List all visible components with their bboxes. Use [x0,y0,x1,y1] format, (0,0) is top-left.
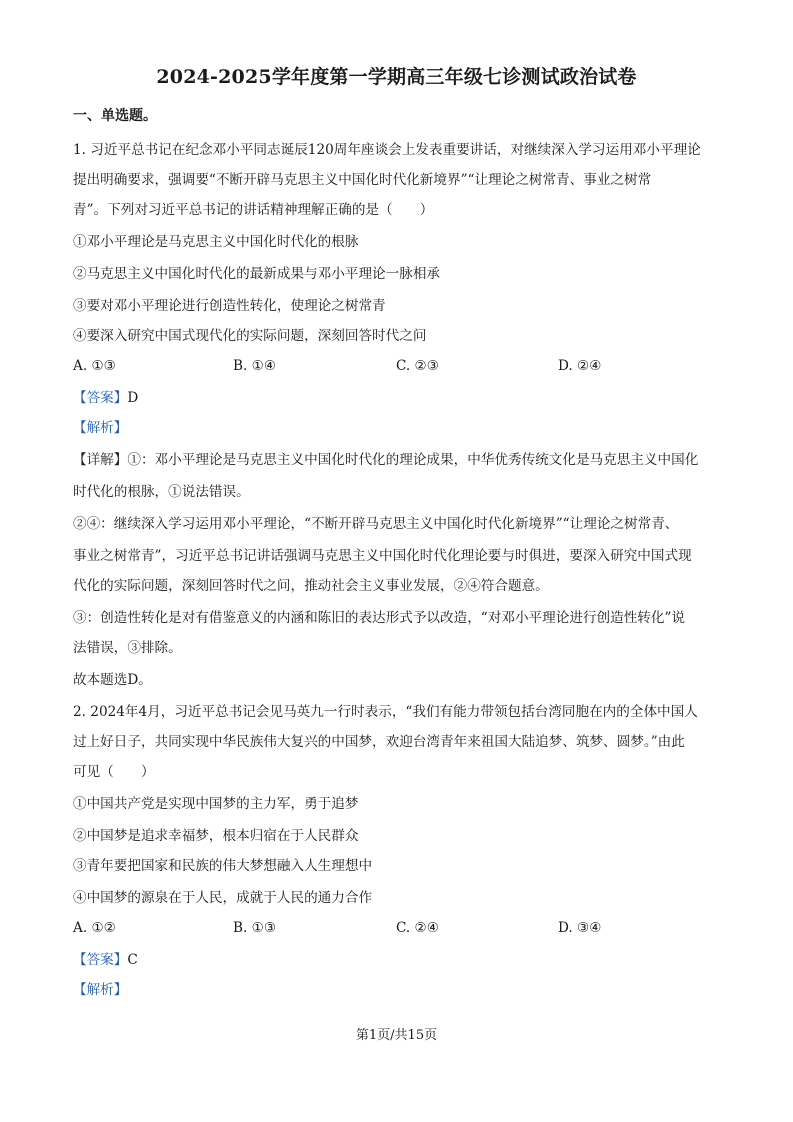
q2-stem-line: 可见（ ） [73,764,155,780]
q1-detail-line [73,450,698,470]
q1-item: ②马克思主义中国化时代化的最新成果与邓小平理论一脉相承 [73,266,441,282]
q1-option-c: C. ②③ [396,358,439,374]
q1-analysis-tag: 【解析】 [73,420,128,436]
q1-detail-line: 故本题选D。 [73,672,152,688]
q2-stem-line: 2. 2024年4月，习近平总书记会见马英九一行时表示，“我们有能力带领包括台湾同胞在内的全体中国人 [73,704,698,720]
q1-stem-line: 提出明确要求，强调要“不断开辟马克思主义中国化时代化新境界”“让理论之树常青、事业之树常 [73,172,652,188]
q1-stem-line: 青”。下列对习近平总书记的讲话精神理解正确的是（ ） [73,202,434,218]
q2-item: ②中国梦是追求幸福梦，根本归宿在于人民群众 [73,828,359,844]
q2-option-a: A. ①② [73,920,116,936]
q1-option-a: A. ①③ [73,358,116,374]
q2-item: ④中国梦的源泉在于人民，成就于人民的通力合作 [73,890,373,906]
q1-detail-line: 法错误，③排除。 [73,640,182,656]
q1-detail-line: ②④：继续深入学习运用邓小平理论，“不断开辟马克思主义中国化时代化新境界”“让理论之树常青、 [73,516,679,532]
q2-option-b: B. ①③ [233,920,277,936]
q1-detail-line: 事业之树常青”，习近平总书记讲话强调马克思主义中国化时代化理论要与时俱进，要深入研究中国式现 [73,548,692,564]
q1-detail-line: 时代化的根脉，①说法错误。 [73,484,250,500]
q1-stem-line: 1. 习近平总书记在纪念邓小平同志诞辰120周年座谈会上发表重要讲话，对继续深入学习运用邓小平理论 [73,142,701,158]
q2-option-c: C. ②④ [396,920,439,936]
answer-tag: 【答案】 [73,390,128,406]
q1-option-d: D. ②④ [558,358,602,374]
q1-item: ①邓小平理论是马克思主义中国化时代化的根脉 [73,234,359,250]
q2-stem-line: 过上好日子，共同实现中华民族伟大复兴的中国梦，欢迎台湾青年来祖国大陆追梦、筑梦、圆梦。”由此 [73,734,685,750]
section-heading: 一、单选题。 [73,108,157,124]
q2-answer [73,950,138,970]
answer-tag: 【答案】 [73,952,128,968]
detail-tag: 【详解】 [73,452,128,468]
q1-item: ③要对邓小平理论进行创造性转化，使理论之树常青 [73,298,386,314]
q2-analysis-tag: 【解析】 [73,982,128,998]
detail-text: ①：邓小平理论是马克思主义中国化时代化的理论成果，中华优秀传统文化是马克思主义中国化 [127,452,699,468]
exam-title: 2024-2025学年度第一学期高三年级七诊测试政治试卷 [156,66,637,88]
answer-value: C [127,952,138,968]
q1-detail-line: ③：创造性转化是对有借鉴意义的内涵和陈旧的表达形式予以改造，“对邓小平理论进行创造性转化”说 [73,610,686,626]
q2-option-d: D. ③④ [558,920,602,936]
q1-answer [73,388,138,408]
q2-item: ③青年要把国家和民族的伟大梦想融入人生理想中 [73,858,373,874]
q1-item: ④要深入研究中国式现代化的实际问题，深刻回答时代之问 [73,328,427,344]
page-number: 第1页/共15页 [355,1028,438,1043]
q1-detail-line: 代化的实际问题，深刻回答时代之问，推动社会主义事业发展，②④符合题意。 [73,578,549,594]
answer-value: D [127,390,139,406]
q1-option-b: B. ①④ [233,358,277,374]
q2-item: ①中国共产党是实现中国梦的主力军，勇于追梦 [73,796,359,812]
